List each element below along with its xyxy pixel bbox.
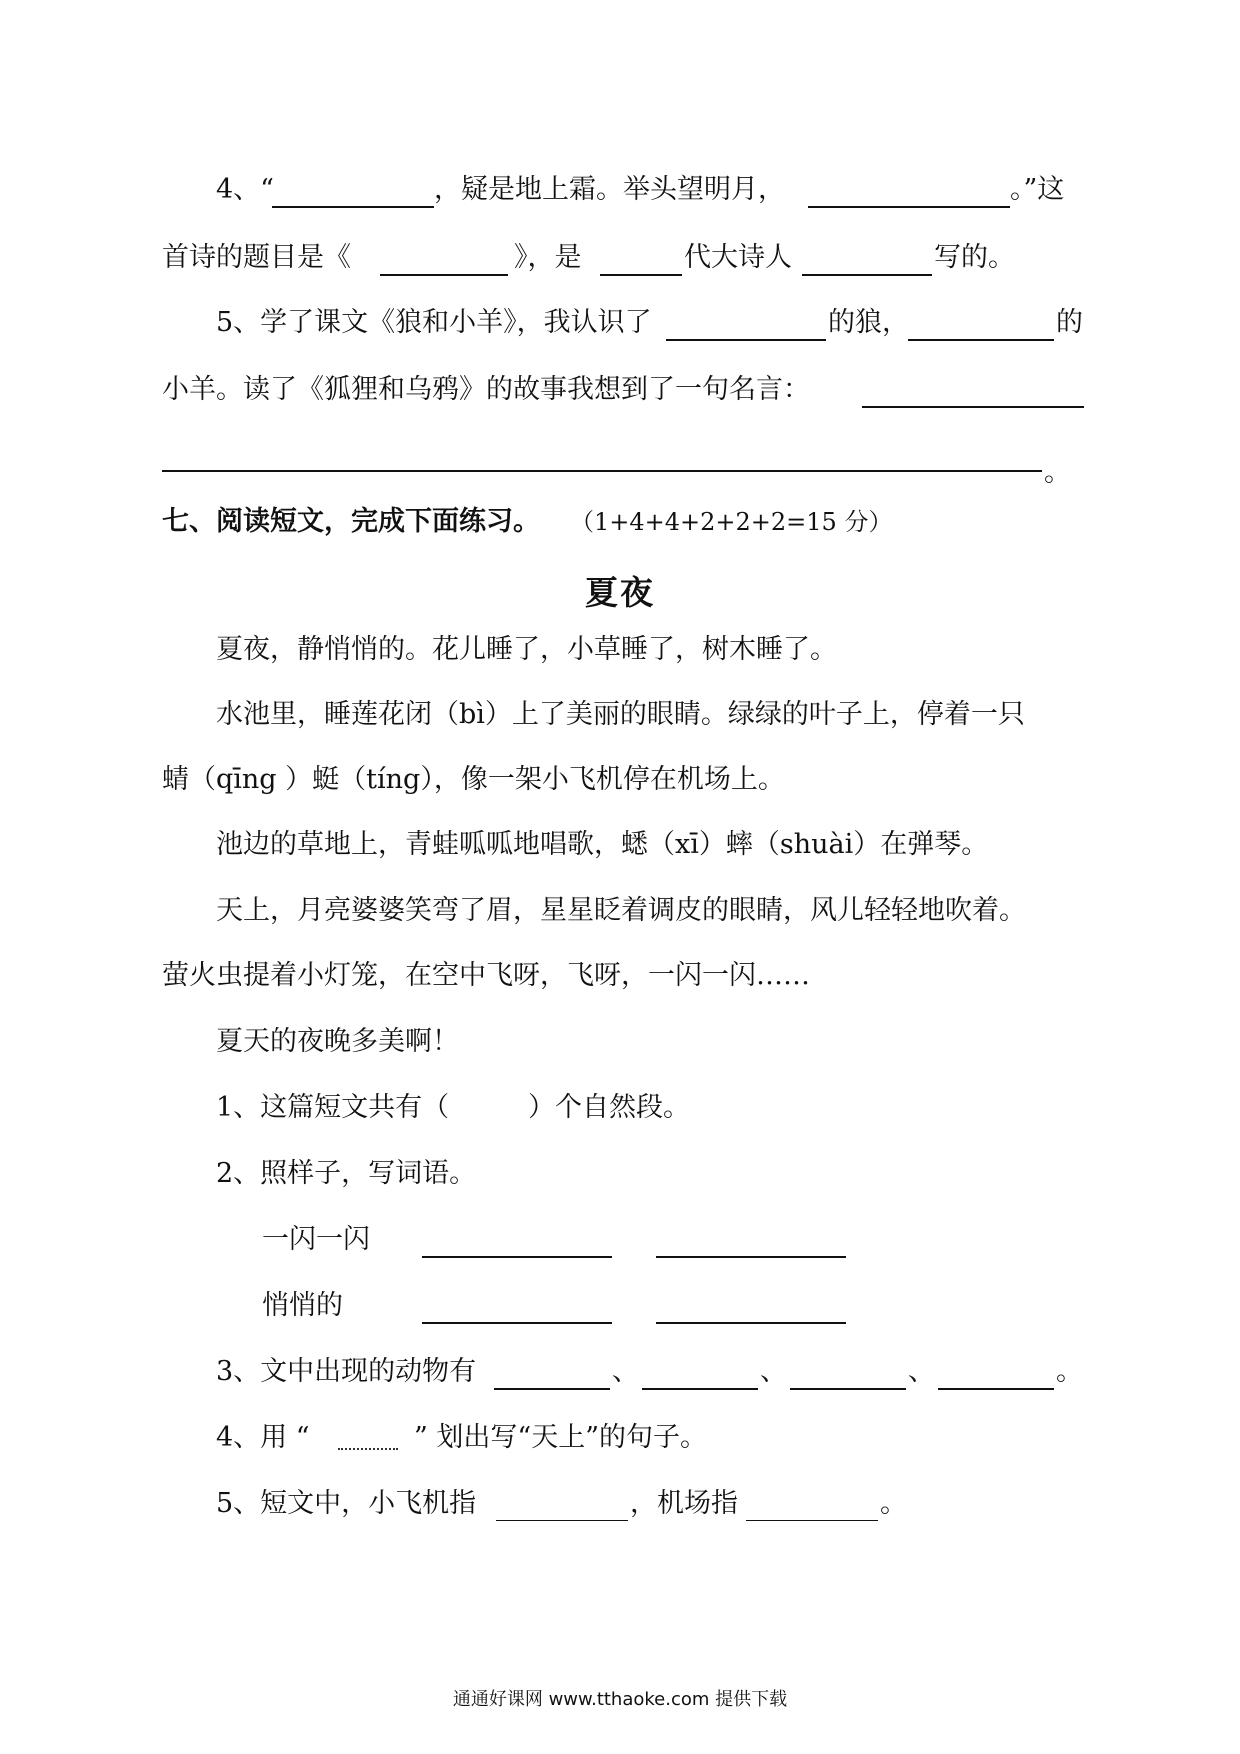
question-2-blank-4[interactable] <box>656 1292 846 1324</box>
q4-blank-poet[interactable] <box>802 244 932 276</box>
q5-blank-lamb[interactable] <box>908 309 1054 341</box>
q4-text-5: 代大诗人 <box>684 242 792 273</box>
question-2-blank-2[interactable] <box>656 1226 846 1258</box>
q4-blank-dynasty[interactable] <box>600 244 682 276</box>
passage-p2-text-2: 蜻（qīng ）蜓（tíng），像一架小飞机停在机场上。 <box>162 764 785 795</box>
q5-blank-wolf[interactable] <box>666 309 826 341</box>
question-2-example-1-text: 一闪一闪 <box>262 1224 370 1255</box>
q4-number: 4、“ <box>216 174 274 205</box>
q5-end-mark: 。 <box>1044 457 1071 488</box>
q5-text-2: 的狼， <box>828 307 909 338</box>
question-5-blank-1[interactable] <box>496 1490 628 1521</box>
question-3-blank-4[interactable] <box>938 1358 1054 1390</box>
q4-text-6: 写的。 <box>934 242 1015 273</box>
question-4-text-1: 4、用 “ <box>216 1422 310 1453</box>
question-5-end: 。 <box>880 1488 907 1519</box>
passage-p2-text-1: 水池里，睡莲花闭（bì）上了美丽的眼睛。绿绿的叶子上，停着一只 <box>216 699 1025 730</box>
q4-text-3: 首诗的题目是《 <box>162 242 351 273</box>
q4-blank-1[interactable] <box>272 176 434 208</box>
question-5-blank-2[interactable] <box>746 1490 878 1521</box>
question-3-blank-1[interactable] <box>494 1358 610 1390</box>
question-2-text: 2、照样子，写词语。 <box>216 1158 477 1189</box>
wavy-underline-sample <box>338 1426 398 1450</box>
question-2-example-2-text: 悄悄的 <box>262 1290 343 1321</box>
q4-text-2: 。”这 <box>1010 174 1065 205</box>
question-5-text-1: 5、短文中，小飞机指 <box>216 1488 477 1519</box>
question-3-blank-3[interactable] <box>790 1358 906 1390</box>
passage-p4-text-1: 天上，月亮婆婆笑弯了眉，星星眨着调皮的眼睛，风儿轻轻地吹着。 <box>216 895 1026 926</box>
q5-blank-saying[interactable] <box>862 376 1084 408</box>
section7-score: （1+4+4+2+2+2=15 分） <box>570 508 893 536</box>
q5-text-4: 小羊。读了《狐狸和乌鸦》的故事我想到了一句名言： <box>162 374 810 405</box>
q5-text-3: 的 <box>1056 307 1083 338</box>
question-3-sep-1: 、 <box>612 1356 639 1387</box>
question-1-answer-box[interactable] <box>478 1090 528 1124</box>
question-4-text-2: ” 划出写“天上”的句子。 <box>414 1422 707 1453</box>
passage-p4-text-2: 萤火虫提着小灯笼，在空中飞呀，飞呀，一闪一闪…… <box>162 960 810 991</box>
q4-text-4: 》，是 <box>514 242 582 273</box>
q4-text-1: ，疑是地上霜。举头望明月， <box>434 174 785 205</box>
passage-p3-text: 池边的草地上，青蛙呱呱地唱歌，蟋（xī）蟀（shuài）在弹琴。 <box>216 829 989 860</box>
section7-title: 七、阅读短文，完成下面练习。 <box>162 506 540 537</box>
q4-blank-2[interactable] <box>808 176 1010 208</box>
question-5-text-2: ，机场指 <box>630 1488 738 1519</box>
question-3-sep-3: 、 <box>908 1356 935 1387</box>
passage-p5-text: 夏天的夜晚多美啊！ <box>216 1026 459 1057</box>
question-2-blank-3[interactable] <box>422 1292 612 1324</box>
q5-blank-saying-continued[interactable] <box>162 470 1042 472</box>
q5-text-1: 5、学了课文《狼和小羊》，我认识了 <box>216 307 652 338</box>
q4-blank-title[interactable] <box>380 244 508 276</box>
question-2-blank-1[interactable] <box>422 1226 612 1258</box>
question-3-text: 3、文中出现的动物有 <box>216 1356 477 1387</box>
question-3-blank-2[interactable] <box>642 1358 758 1390</box>
passage-title: 夏夜 <box>585 573 655 612</box>
page-footer: 通通好课网 www.tthaoke.com 提供下载 <box>452 1689 788 1710</box>
passage-p1-text: 夏夜，静悄悄的。花儿睡了，小草睡了，树木睡了。 <box>216 634 837 665</box>
question-1-text-2: ）个自然段。 <box>528 1092 690 1123</box>
question-3-end: 。 <box>1056 1356 1083 1387</box>
question-3-sep-2: 、 <box>760 1356 787 1387</box>
question-1-text-1: 1、这篇短文共有（ <box>216 1092 450 1123</box>
